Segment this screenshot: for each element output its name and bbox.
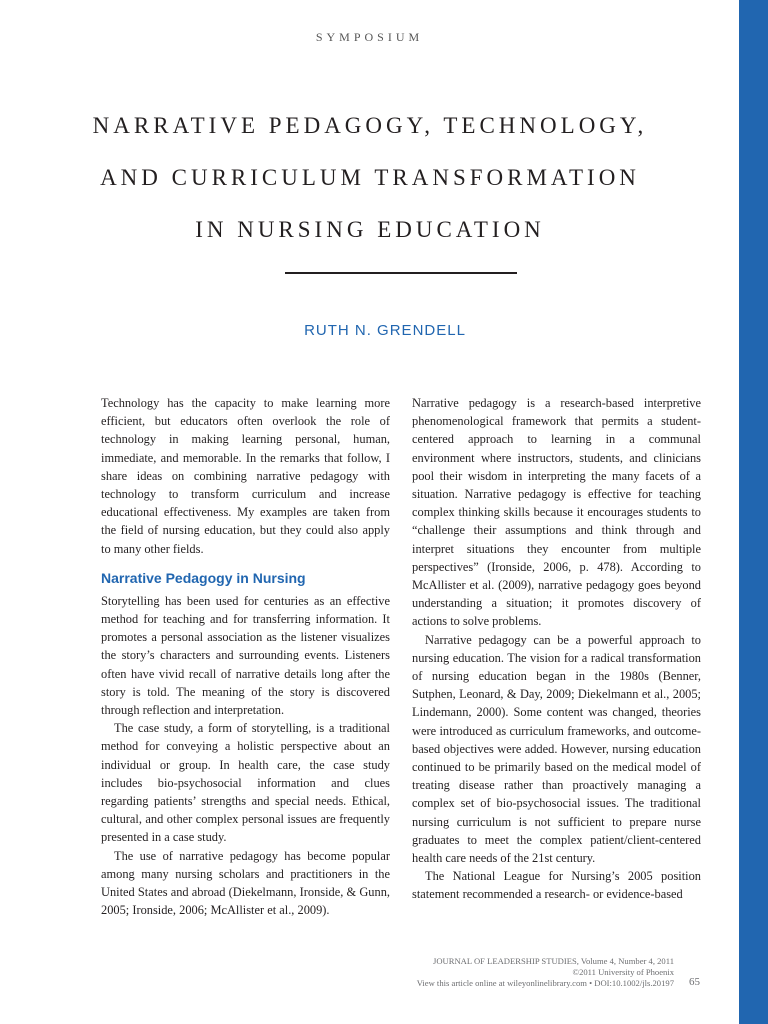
section-label: SYMPOSIUM: [315, 30, 424, 44]
body-paragraph: The case study, a form of storytelling, is a traditional method for conveying a holistic perspective about an individual or group. In health care, the case study includes bio-psychosocial information and clues regarding patients’ strengths and special needs. Ethical, cultural, and other complex personal issues are frequently presented in a case study.: [101, 721, 390, 845]
intro-paragraph: Technology has the capacity to make learning more efficient, but educators often overlook the role of technology in making learning personal, human, immediate, and memorable. In the remarks that follow, I share ideas on combining narrative pedagogy with technology to transform curriculum and increase educational effectiveness. My examples are taken from the field of nursing education, but they could also apply to many other fields.: [101, 396, 390, 556]
blue-side-bar: [739, 0, 768, 1024]
journal-footer: [417, 956, 674, 989]
title-line-1: NARRATIVE PEDAGOGY, TECHNOLOGY,: [92, 113, 648, 138]
left-column: [101, 394, 390, 919]
title-line-2: AND CURRICULUM TRANSFORMATION: [100, 165, 640, 190]
journal-citation: JOURNAL OF LEADERSHIP STUDIES, Volume 4, Number 4, 2011: [432, 956, 674, 966]
section-heading: Narrative Pedagogy in Nursing: [101, 569, 306, 586]
page-number: 65: [689, 976, 700, 988]
body-paragraph: The National League for Nursing’s 2005 position statement recommended a research- or evidence-based: [412, 869, 701, 902]
body-paragraph: Narrative pedagogy can be a powerful approach to nursing education. The vision for a radical transformation of nursing education began in the 1980s (Benner, Sutphen, Leonard, & Day, 2009; Diekelmann et al., 2005; Lindemann, 2000). Some content was changed, theories were introduced as curriculum frameworks, and outcome-based objectives were added. However, nursing education continued to be primarily based on the medical model of treating disease rather than proactively managing a complex set of bio-psychosocial issues. The traditional nursing curriculum is not sufficient to prepare nurse graduates to meet the complex patient/client-centered health care needs of the 21st century.: [412, 632, 701, 866]
title-divider: [285, 272, 517, 274]
right-column: [412, 394, 701, 904]
author-name: RUTH N. GRENDELL: [304, 322, 466, 339]
body-paragraph: The use of narrative pedagogy has become popular among many nursing scholars and practitioners in the United States and abroad (Diekelmann, Ironside, & Gunn, 2005; Ironside, 2006; McAllister et al., 2009).: [101, 848, 390, 918]
online-doi-line: View this article online at wileyonlinelibrary.com • DOI:10.1002/jls.20197: [416, 978, 674, 988]
title-line-3: IN NURSING EDUCATION: [195, 217, 545, 242]
copyright-line: ©2011 University of Phoenix: [572, 967, 674, 977]
body-paragraph: Storytelling has been used for centuries as an effective method for teaching and for transferring information. It promotes a personal association as the listener visualizes the story’s characters and surrounding events. Listeners often have vivid recall of narrative details long after the story is told. The meaning of the story is discovered through reflection and interpretation.: [101, 593, 390, 718]
body-paragraph: Narrative pedagogy is a research-based interpretive phenomenological framework that permits a student-centered approach to learning in a communal environment where instructors, students, and clinicians pool their wisdom in interpreting the many facets of a situation. Narrative pedagogy is effective for teaching complex thinking skills because it encourages students to “challenge their assumptions and think through and interpret situations they encounter from multiple perspectives” (Ironside, 2006, p. 478). According to McAllister et al. (2009), narrative pedagogy goes beyond understanding a situation; it promotes discovery of actions to solve problems.: [412, 396, 701, 629]
article-title: [60, 100, 680, 256]
